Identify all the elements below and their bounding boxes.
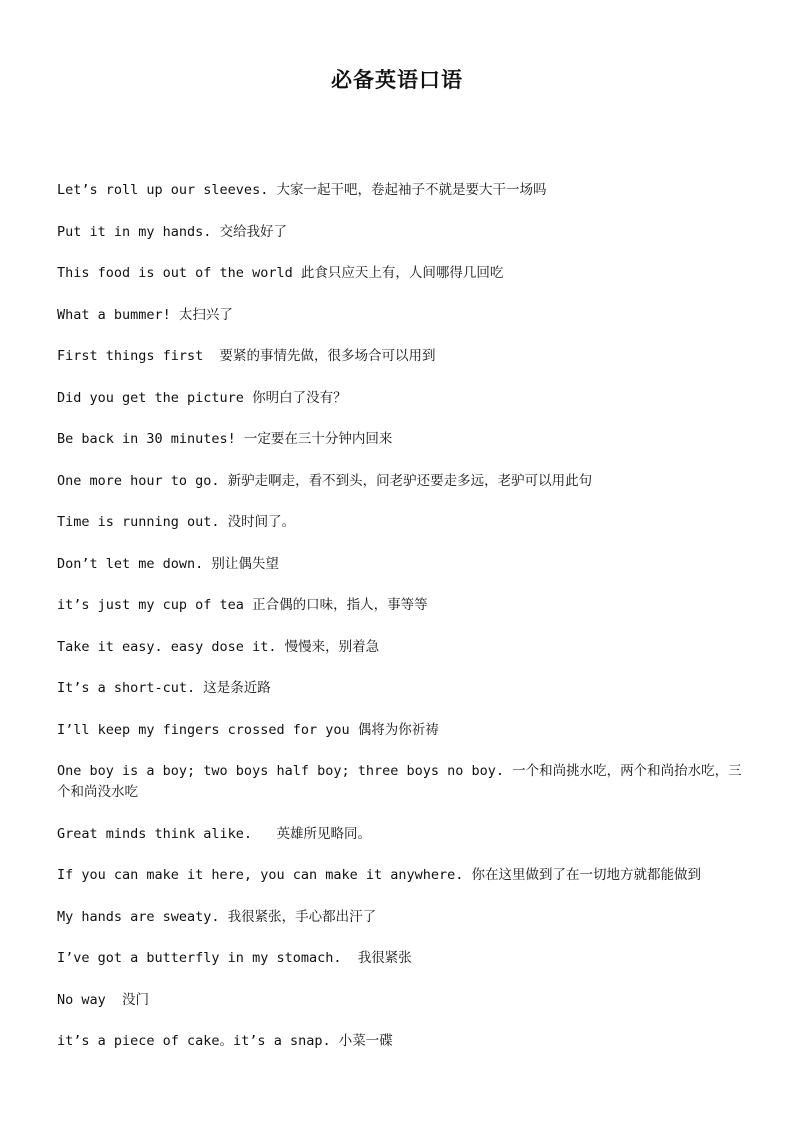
phrase-item: Don’t let me down. 别让偶失望	[57, 555, 279, 572]
phrase-item: It’s a short-cut. 这是条近路	[57, 680, 271, 696]
phrase-item: Be back in 30 minutes! 一定要在三十分钟内回来	[57, 431, 393, 447]
phrase-item: One more hour to go. 新驴走啊走，看不到头，问老驴还要走多远，老驴可以用此句	[57, 472, 593, 489]
phrase-item: it’s a piece of cake。it’s a snap. 小菜一碟	[57, 1033, 393, 1049]
phrase-item: it’s just my cup of tea 正合偶的口味，指人，事等等	[57, 597, 428, 613]
phrase-item: Great minds think alike. 英雄所见略同。	[57, 825, 371, 842]
phrase-item: My hands are sweaty. 我很紧张，手心都出汗了	[57, 908, 377, 925]
page-title: 必备英语口语	[331, 68, 463, 92]
phrase-item: No way 没门	[57, 991, 150, 1008]
phrase-item: I’ll keep my fingers crossed for you 偶将为你祈祷	[57, 721, 439, 738]
phrase-item: This food is out of the world 此食只应天上有，人间哪得几回吃	[57, 265, 504, 281]
phrase-item: Time is running out. 没时间了。	[57, 514, 296, 530]
phrase-item: Put it in my hands. 交给我好了	[57, 223, 288, 240]
phrase-item: One boy is a boy; two boys half boy; three boys no boy. 一个和尚挑水吃，两个和尚抬水吃，三个和尚没水吃	[57, 763, 742, 800]
phrase-list	[57, 180, 747, 1073]
phrase-item: I’ve got a butterfly in my stomach. 我很紧张	[57, 950, 412, 966]
phrase-item: First things first 要紧的事情先做，很多场合可以用到	[57, 348, 436, 364]
phrase-item: Did you get the picture 你明白了没有？	[57, 389, 347, 406]
phrase-item: Take it easy. easy dose it. 慢慢来，别着急	[57, 638, 380, 655]
phrase-item: If you can make it here, you can make it anywhere. 你在这里做到了在一切地方就都能做到	[57, 867, 702, 883]
phrase-item: What a bummer! 太扫兴了	[57, 306, 233, 323]
phrase-item: Let’s roll up our sleeves. 大家一起干吧，卷起袖子不就是要大干一场吗	[57, 182, 547, 198]
